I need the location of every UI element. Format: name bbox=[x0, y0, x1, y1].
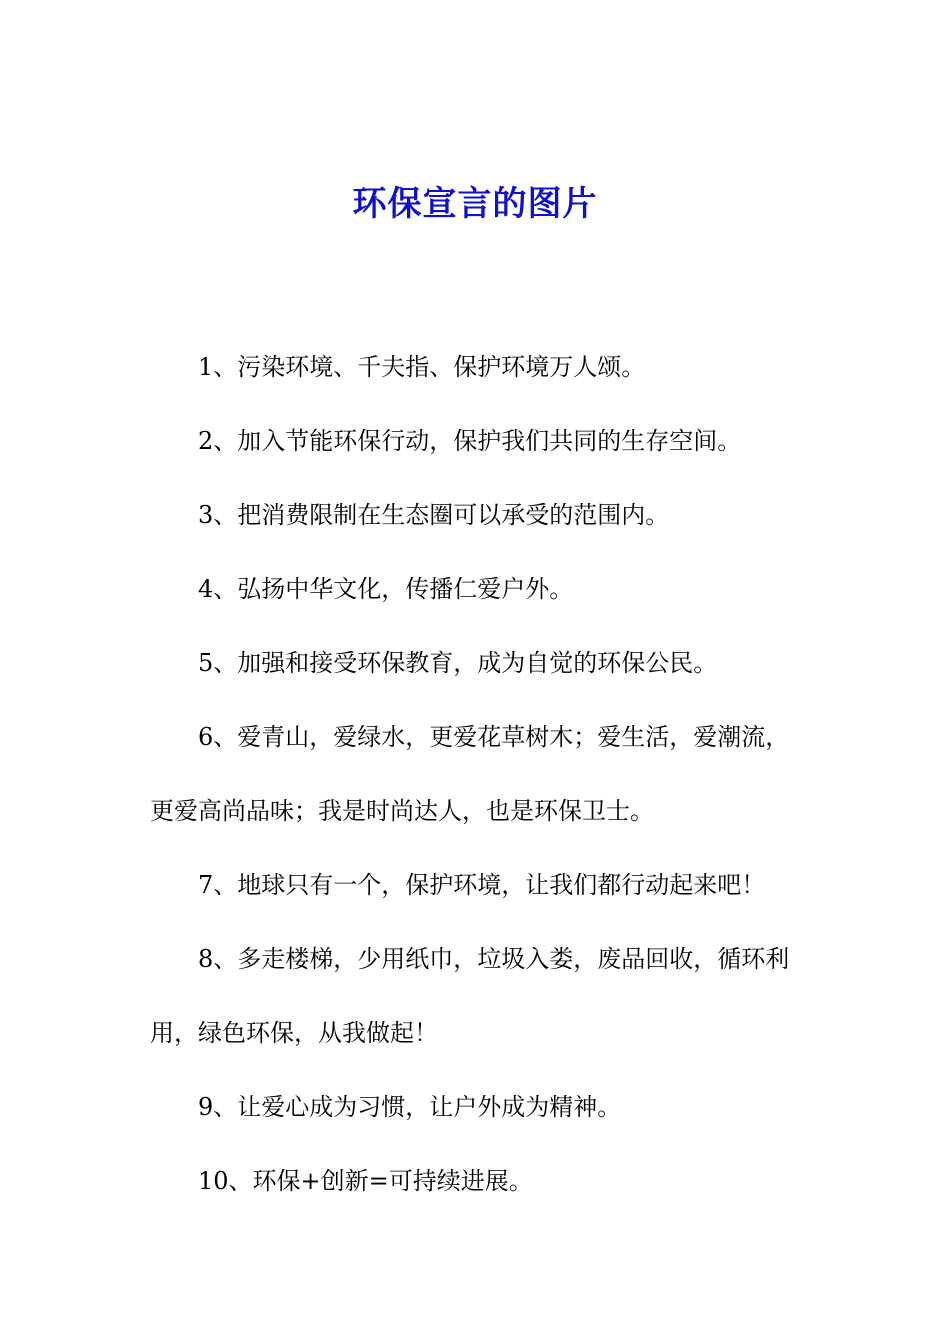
slogan-list bbox=[150, 330, 810, 1218]
slogan-item-2: 2、加入节能环保行动，保护我们共同的生存空间。 bbox=[198, 427, 742, 455]
slogan-item-10: 10、环保+创新=可持续进展。 bbox=[198, 1167, 533, 1195]
document-title: 环保宣言的图片 bbox=[352, 184, 598, 224]
slogan-item-9: 9、让爱心成为习惯，让户外成为精神。 bbox=[198, 1093, 622, 1121]
slogan-item-4: 4、弘扬中华文化，传播仁爱户外。 bbox=[198, 575, 574, 603]
slogan-item-3: 3、把消费限制在生态圈可以承受的范围内。 bbox=[198, 501, 670, 529]
slogan-item-1: 1、污染环境、千夫指、保护环境万人颂。 bbox=[198, 353, 646, 381]
slogan-item-6: 6、爱青山，爱绿水，更爱花草树木；爱生活，爱潮流，更爱高尚品味；我是时尚达人，也是环保卫士。 bbox=[150, 723, 790, 825]
slogan-item-8: 8、多走楼梯，少用纸巾，垃圾入娄，废品回收，循环利用，绿色环保，从我做起！ bbox=[150, 945, 790, 1047]
slogan-item-7: 7、地球只有一个，保护环境，让我们都行动起来吧！ bbox=[198, 871, 766, 899]
slogan-item-5: 5、加强和接受环保教育，成为自觉的环保公民。 bbox=[198, 649, 718, 677]
